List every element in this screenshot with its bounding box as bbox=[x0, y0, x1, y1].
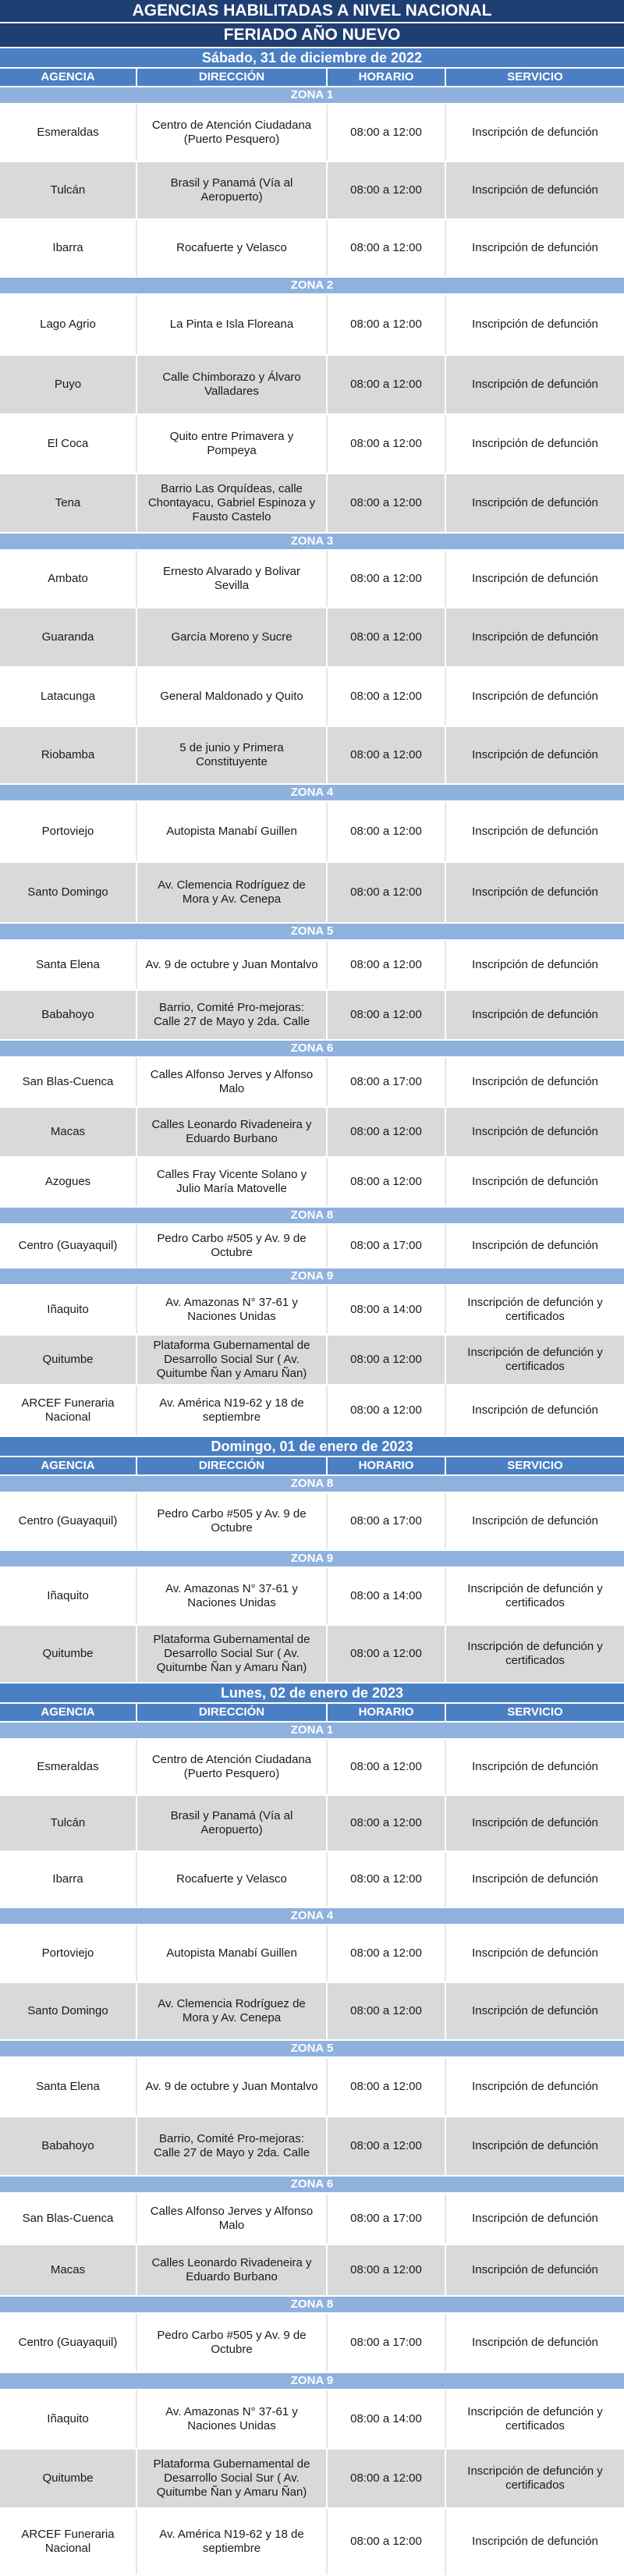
schedule-cell: 08:00 a 14:00 bbox=[328, 1568, 446, 1624]
zone-header: ZONA 4 bbox=[0, 1908, 624, 1925]
schedule-cell: 08:00 a 17:00 bbox=[328, 2314, 446, 2372]
service-cell: Inscripción de defunción y certificados bbox=[467, 1346, 603, 1373]
schedule-cell: 08:00 a 12:00 bbox=[328, 1852, 446, 1907]
agency-cell: Azogues bbox=[0, 1158, 137, 1206]
agency-cell: Iñaquito bbox=[0, 2390, 137, 2448]
address-cell: Av. 9 de octubre y Juan Montalvo bbox=[137, 2058, 328, 2116]
address-cell: Calles Fray Vicente Solano y Julio María Matovelle bbox=[137, 1158, 328, 1206]
zone-header: ZONA 3 bbox=[0, 534, 624, 551]
address-cell: Plataforma Gubernamental de Desarrollo Social Sur ( Av. Quitumbe Ñan y Amaru Ñan) bbox=[137, 1336, 328, 1384]
zone-header: ZONA 8 bbox=[0, 2297, 624, 2314]
service-cell: Inscripción de defunción bbox=[472, 572, 598, 585]
service-cell: Inscripción de defunción bbox=[472, 1239, 598, 1252]
table-row bbox=[0, 1925, 624, 1983]
service-cell: Inscripción de defunción bbox=[472, 183, 598, 197]
table-row bbox=[0, 941, 624, 991]
table-row bbox=[0, 1626, 624, 1684]
address-cell: Autopista Manabí Guillen bbox=[137, 1925, 328, 1982]
table-row bbox=[0, 2390, 624, 2450]
agency-cell: Ibarra bbox=[0, 1852, 137, 1907]
address-cell: Pedro Carbo #505 y Av. 9 de Octubre bbox=[137, 1493, 328, 1549]
schedule-cell: 08:00 a 12:00 bbox=[328, 1983, 446, 2039]
column-header: HORARIO bbox=[328, 69, 446, 86]
address-cell: Barrio, Comité Pro-mejoras: Calle 27 de Mayo y 2da. Calle bbox=[137, 991, 328, 1039]
service-cell: Inscripción de defunción bbox=[472, 2336, 598, 2349]
service-cell: Inscripción de defunción bbox=[472, 825, 598, 838]
service-cell: Inscripción de defunción y certificados bbox=[467, 2464, 603, 2492]
service-cell: Inscripción de defunción bbox=[472, 2004, 598, 2017]
agency-cell: Esmeraldas bbox=[0, 1740, 137, 1794]
schedule-cell: 08:00 a 12:00 bbox=[328, 415, 446, 473]
agency-cell: Tulcán bbox=[0, 162, 137, 218]
table-row bbox=[0, 2314, 624, 2373]
schedule-cell: 08:00 a 12:00 bbox=[328, 1108, 446, 1156]
table-row bbox=[0, 2245, 624, 2297]
agency-cell: Quitumbe bbox=[0, 1626, 137, 1682]
service-cell: Inscripción de defunción bbox=[472, 318, 598, 331]
table-row bbox=[0, 1058, 624, 1108]
address-cell: Calles Leonardo Rivadeneira y Eduardo Burbano bbox=[137, 1108, 328, 1156]
schedule-cell: 08:00 a 12:00 bbox=[328, 474, 446, 532]
schedule-cell: 08:00 a 12:00 bbox=[328, 551, 446, 607]
schedule-cell: 08:00 a 12:00 bbox=[328, 991, 446, 1039]
service-cell: Inscripción de defunción y certificados bbox=[467, 1582, 603, 1609]
table-row bbox=[0, 863, 624, 924]
agency-cell: Iñaquito bbox=[0, 1568, 137, 1624]
address-cell: General Maldonado y Quito bbox=[137, 668, 328, 726]
agency-cell: Quitumbe bbox=[0, 1336, 137, 1384]
service-cell: Inscripción de defunción bbox=[472, 378, 598, 391]
address-cell: Autopista Manabí Guillen bbox=[137, 802, 328, 861]
address-cell: 5 de junio y Primera Constituyente bbox=[137, 727, 328, 783]
service-cell: Inscripción de defunción y certificados bbox=[467, 1640, 603, 1667]
page-title: AGENCIAS HABILITADAS A NIVEL NACIONAL bbox=[0, 0, 624, 23]
zone-header: ZONA 6 bbox=[0, 2177, 624, 2194]
agency-cell: Latacunga bbox=[0, 668, 137, 726]
schedule-cell: 08:00 a 12:00 bbox=[328, 105, 446, 161]
address-cell: Barrio, Comité Pro-mejoras: Calle 27 de Mayo y 2da. Calle bbox=[137, 2117, 328, 2175]
column-header: HORARIO bbox=[328, 1704, 446, 1721]
service-cell: Inscripción de defunción bbox=[472, 2139, 598, 2152]
agency-cell: Babahoyo bbox=[0, 2117, 137, 2175]
table-row bbox=[0, 727, 624, 785]
schedule-cell: 08:00 a 12:00 bbox=[328, 863, 446, 922]
address-cell: Brasil y Panamá (Vía al Aeropuerto) bbox=[137, 162, 328, 218]
address-cell: La Pinta e Isla Floreana bbox=[137, 295, 328, 354]
address-cell: Plataforma Gubernamental de Desarrollo Social Sur ( Av. Quitumbe Ñan y Amaru Ñan) bbox=[137, 2450, 328, 2507]
column-header: AGENCIA bbox=[0, 1704, 137, 1721]
service-cell: Inscripción de defunción bbox=[472, 437, 598, 450]
table-row bbox=[0, 356, 624, 415]
table-row bbox=[0, 295, 624, 356]
schedule-cell: 08:00 a 12:00 bbox=[328, 802, 446, 861]
table-row bbox=[0, 2509, 624, 2576]
schedule-cell: 08:00 a 12:00 bbox=[328, 1386, 446, 1435]
schedule-cell: 08:00 a 12:00 bbox=[328, 2117, 446, 2175]
address-cell: Barrio Las Orquídeas, calle Chontayacu, Gabriel Espinoza y Fausto Castelo bbox=[137, 474, 328, 532]
service-cell: Inscripción de defunción bbox=[472, 690, 598, 703]
table-row bbox=[0, 105, 624, 162]
column-header-row bbox=[0, 69, 624, 87]
zone-header: ZONA 5 bbox=[0, 2041, 624, 2058]
schedule-cell: 08:00 a 12:00 bbox=[328, 609, 446, 666]
agency-cell: ARCEF Funeraria Nacional bbox=[0, 2509, 137, 2574]
agency-cell: Portoviejo bbox=[0, 802, 137, 861]
service-cell: Inscripción de defunción bbox=[472, 1125, 598, 1138]
column-header: SERVICIO bbox=[507, 70, 563, 83]
schedule-cell: 08:00 a 12:00 bbox=[328, 1740, 446, 1794]
schedule-cell: 08:00 a 12:00 bbox=[328, 1336, 446, 1384]
agency-cell: Quitumbe bbox=[0, 2450, 137, 2507]
agency-cell: Esmeraldas bbox=[0, 105, 137, 161]
zone-header: ZONA 6 bbox=[0, 1041, 624, 1058]
agency-cell: Riobamba bbox=[0, 727, 137, 783]
service-cell: Inscripción de defunción bbox=[472, 885, 598, 899]
day-header: Domingo, 01 de enero de 2023 bbox=[0, 1437, 624, 1457]
agency-cell: El Coca bbox=[0, 415, 137, 473]
service-cell: Inscripción de defunción y certificados bbox=[467, 2405, 603, 2432]
table-row bbox=[0, 474, 624, 534]
table-row bbox=[0, 2117, 624, 2177]
agency-cell: Santa Elena bbox=[0, 2058, 137, 2116]
schedule-cell: 08:00 a 17:00 bbox=[328, 1225, 446, 1267]
address-cell: Pedro Carbo #505 y Av. 9 de Octubre bbox=[137, 1225, 328, 1267]
service-cell: Inscripción de defunción bbox=[472, 2263, 598, 2276]
table-row bbox=[0, 1225, 624, 1268]
schedule-cell: 08:00 a 12:00 bbox=[328, 2509, 446, 2574]
agency-cell: San Blas-Cuenca bbox=[0, 1058, 137, 1106]
table-row bbox=[0, 609, 624, 668]
agency-cell: San Blas-Cuenca bbox=[0, 2194, 137, 2244]
table-row bbox=[0, 1386, 624, 1437]
agency-cell: Tena bbox=[0, 474, 137, 532]
zone-header: ZONA 9 bbox=[0, 1268, 624, 1286]
column-header: AGENCIA bbox=[0, 1457, 137, 1474]
days-container bbox=[0, 48, 624, 2576]
service-cell: Inscripción de defunción bbox=[472, 2212, 598, 2225]
schedule-cell: 08:00 a 17:00 bbox=[328, 1058, 446, 1106]
service-cell: Inscripción de defunción bbox=[472, 1760, 598, 1773]
service-cell: Inscripción de defunción bbox=[472, 2535, 598, 2548]
zone-header: ZONA 8 bbox=[0, 1208, 624, 1225]
agency-cell: Puyo bbox=[0, 356, 137, 413]
address-cell: Calle Chimborazo y Álvaro Valladares bbox=[137, 356, 328, 413]
agency-cell: Portoviejo bbox=[0, 1925, 137, 1982]
address-cell: Av. Clemencia Rodríguez de Mora y Av. Cenepa bbox=[137, 1983, 328, 2039]
agency-cell: Santa Elena bbox=[0, 941, 137, 989]
address-cell: Av. Amazonas N° 37-61 y Naciones Unidas bbox=[137, 1568, 328, 1624]
agency-cell: Iñaquito bbox=[0, 1286, 137, 1334]
table-row bbox=[0, 1796, 624, 1852]
schedule-cell: 08:00 a 12:00 bbox=[328, 2245, 446, 2295]
service-cell: Inscripción de defunción bbox=[472, 1816, 598, 1829]
column-header: AGENCIA bbox=[0, 69, 137, 86]
table-row bbox=[0, 802, 624, 863]
table-row bbox=[0, 162, 624, 220]
table-row bbox=[0, 551, 624, 609]
zone-header: ZONA 1 bbox=[0, 87, 624, 105]
service-cell: Inscripción de defunción y certificados bbox=[467, 1296, 603, 1323]
table-row bbox=[0, 1493, 624, 1551]
agency-cell: Santo Domingo bbox=[0, 863, 137, 922]
service-cell: Inscripción de defunción bbox=[472, 1946, 598, 1960]
agency-cell: Guaranda bbox=[0, 609, 137, 666]
address-cell: Plataforma Gubernamental de Desarrollo Social Sur ( Av. Quitumbe Ñan y Amaru Ñan) bbox=[137, 1626, 328, 1682]
agency-cell: Ambato bbox=[0, 551, 137, 607]
table-row bbox=[0, 1740, 624, 1796]
column-header: DIRECCIÓN bbox=[137, 69, 328, 86]
address-cell: Quito entre Primavera y Pompeya bbox=[137, 415, 328, 473]
agency-cell: Babahoyo bbox=[0, 991, 137, 1039]
table-row bbox=[0, 1108, 624, 1158]
table-row bbox=[0, 220, 624, 278]
table-row bbox=[0, 1568, 624, 1626]
zone-header: ZONA 2 bbox=[0, 278, 624, 295]
column-header-row bbox=[0, 1457, 624, 1476]
table-row bbox=[0, 1852, 624, 1908]
service-cell: Inscripción de defunción bbox=[472, 1872, 598, 1886]
table-row bbox=[0, 1286, 624, 1336]
service-cell: Inscripción de defunción bbox=[472, 1403, 598, 1417]
address-cell: Calles Alfonso Jerves y Alfonso Malo bbox=[137, 1058, 328, 1106]
service-cell: Inscripción de defunción bbox=[472, 1075, 598, 1088]
service-cell: Inscripción de defunción bbox=[472, 958, 598, 971]
address-cell: Pedro Carbo #505 y Av. 9 de Octubre bbox=[137, 2314, 328, 2372]
address-cell: Rocafuerte y Velasco bbox=[137, 1852, 328, 1907]
day-header: Sábado, 31 de diciembre de 2022 bbox=[0, 48, 624, 69]
address-cell: Av. Amazonas N° 37-61 y Naciones Unidas bbox=[137, 2390, 328, 2448]
schedule-cell: 08:00 a 12:00 bbox=[328, 1925, 446, 1982]
service-cell: Inscripción de defunción bbox=[472, 241, 598, 254]
table-row bbox=[0, 1983, 624, 2041]
address-cell: Av. Clemencia Rodríguez de Mora y Av. Cenepa bbox=[137, 863, 328, 922]
schedule-cell: 08:00 a 12:00 bbox=[328, 1158, 446, 1206]
agency-cell: Lago Agrio bbox=[0, 295, 137, 354]
service-cell: Inscripción de defunción bbox=[472, 2080, 598, 2093]
agency-cell: Centro (Guayaquil) bbox=[0, 2314, 137, 2372]
schedule-cell: 08:00 a 12:00 bbox=[328, 356, 446, 413]
day-header: Lunes, 02 de enero de 2023 bbox=[0, 1684, 624, 1704]
address-cell: García Moreno y Sucre bbox=[137, 609, 328, 666]
agency-cell: ARCEF Funeraria Nacional bbox=[0, 1386, 137, 1435]
service-cell: Inscripción de defunción bbox=[472, 496, 598, 509]
column-header: SERVICIO bbox=[507, 1705, 563, 1719]
page-subtitle: FERIADO AÑO NUEVO bbox=[0, 23, 624, 48]
schedule-cell: 08:00 a 17:00 bbox=[328, 1493, 446, 1549]
address-cell: Brasil y Panamá (Vía al Aeropuerto) bbox=[137, 1796, 328, 1850]
service-cell: Inscripción de defunción bbox=[472, 630, 598, 644]
address-cell: Calles Alfonso Jerves y Alfonso Malo bbox=[137, 2194, 328, 2244]
schedule-cell: 08:00 a 12:00 bbox=[328, 727, 446, 783]
schedule-cell: 08:00 a 12:00 bbox=[328, 668, 446, 726]
schedule-cell: 08:00 a 12:00 bbox=[328, 2450, 446, 2507]
table-row bbox=[0, 668, 624, 727]
column-header-row bbox=[0, 1704, 624, 1723]
agency-cell: Ibarra bbox=[0, 220, 137, 276]
schedule-cell: 08:00 a 12:00 bbox=[328, 220, 446, 276]
schedule-cell: 08:00 a 12:00 bbox=[328, 162, 446, 218]
table-row bbox=[0, 991, 624, 1041]
service-cell: Inscripción de defunción bbox=[472, 1514, 598, 1528]
table-row bbox=[0, 1336, 624, 1386]
address-cell: Av. Amazonas N° 37-61 y Naciones Unidas bbox=[137, 1286, 328, 1334]
schedule-cell: 08:00 a 14:00 bbox=[328, 2390, 446, 2448]
zone-header: ZONA 5 bbox=[0, 924, 624, 941]
zone-header: ZONA 1 bbox=[0, 1723, 624, 1740]
column-header: HORARIO bbox=[328, 1457, 446, 1474]
agency-cell: Macas bbox=[0, 1108, 137, 1156]
table-row bbox=[0, 415, 624, 474]
service-cell: Inscripción de defunción bbox=[472, 748, 598, 761]
address-cell: Av. América N19-62 y 18 de septiembre bbox=[137, 1386, 328, 1435]
service-cell: Inscripción de defunción bbox=[472, 126, 598, 139]
table-row bbox=[0, 1158, 624, 1208]
zone-header: ZONA 9 bbox=[0, 2373, 624, 2390]
schedule-cell: 08:00 a 12:00 bbox=[328, 941, 446, 989]
column-header: SERVICIO bbox=[507, 1459, 563, 1472]
address-cell: Ernesto Alvarado y Bolivar Sevilla bbox=[137, 551, 328, 607]
schedule-cell: 08:00 a 17:00 bbox=[328, 2194, 446, 2244]
address-cell: Av. América N19-62 y 18 de septiembre bbox=[137, 2509, 328, 2574]
table-row bbox=[0, 2058, 624, 2117]
address-cell: Centro de Atención Ciudadana (Puerto Pesquero) bbox=[137, 105, 328, 161]
schedule-cell: 08:00 a 12:00 bbox=[328, 2058, 446, 2116]
address-cell: Av. 9 de octubre y Juan Montalvo bbox=[137, 941, 328, 989]
service-cell: Inscripción de defunción bbox=[472, 1008, 598, 1021]
zone-header: ZONA 9 bbox=[0, 1551, 624, 1568]
address-cell: Rocafuerte y Velasco bbox=[137, 220, 328, 276]
schedule-cell: 08:00 a 12:00 bbox=[328, 1796, 446, 1850]
agency-cell: Macas bbox=[0, 2245, 137, 2295]
table-row bbox=[0, 2450, 624, 2509]
agency-cell: Centro (Guayaquil) bbox=[0, 1225, 137, 1267]
zone-header: ZONA 4 bbox=[0, 785, 624, 802]
address-cell: Calles Leonardo Rivadeneira y Eduardo Burbano bbox=[137, 2245, 328, 2295]
column-header: DIRECCIÓN bbox=[137, 1457, 328, 1474]
agency-cell: Tulcán bbox=[0, 1796, 137, 1850]
address-cell: Centro de Atención Ciudadana (Puerto Pesquero) bbox=[137, 1740, 328, 1794]
zone-header: ZONA 8 bbox=[0, 1476, 624, 1493]
agency-cell: Santo Domingo bbox=[0, 1983, 137, 2039]
table-row bbox=[0, 2194, 624, 2245]
column-header: DIRECCIÓN bbox=[137, 1704, 328, 1721]
agency-cell: Centro (Guayaquil) bbox=[0, 1493, 137, 1549]
service-cell: Inscripción de defunción bbox=[472, 1175, 598, 1188]
schedule-cell: 08:00 a 12:00 bbox=[328, 295, 446, 354]
schedule-cell: 08:00 a 14:00 bbox=[328, 1286, 446, 1334]
schedule-cell: 08:00 a 12:00 bbox=[328, 1626, 446, 1682]
